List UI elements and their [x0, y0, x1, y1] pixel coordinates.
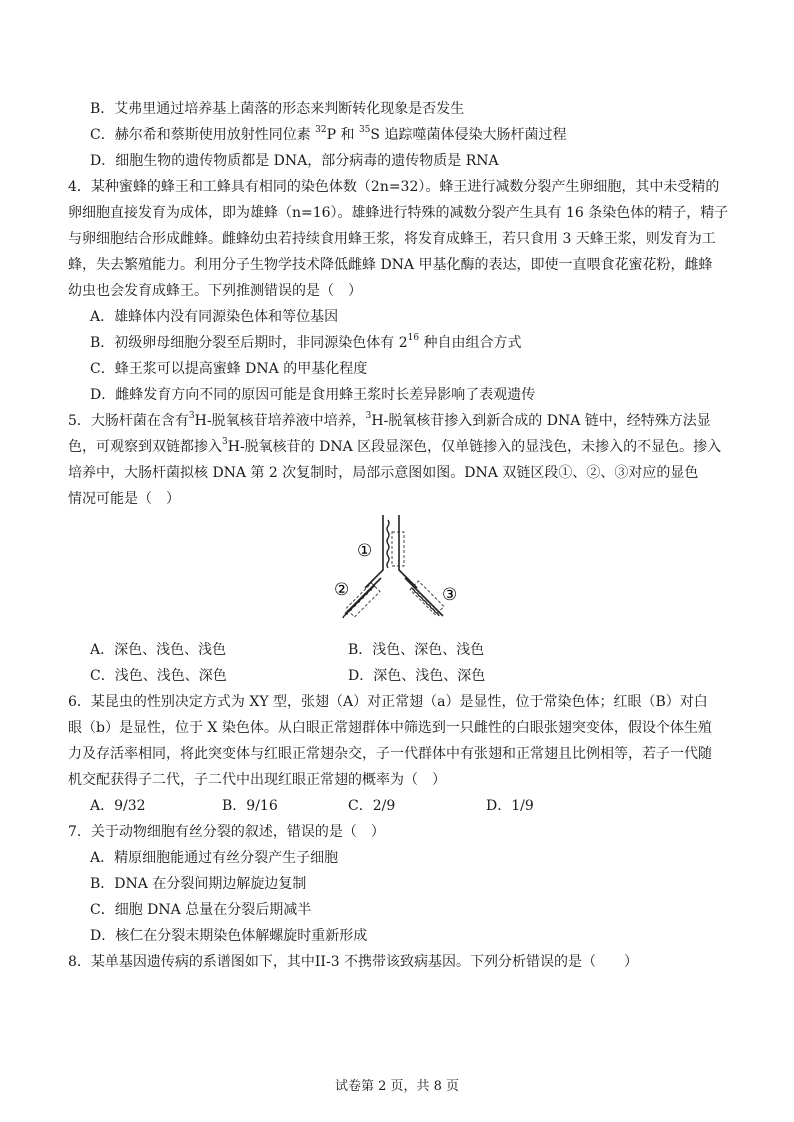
q6-stem-line: 机交配获得子二代，子二代中出现红眼正常翅的概率为（ ） — [68, 772, 446, 788]
q6-stem-line: 力及存活率相同，将此突变体与红眼正常翅杂交，子一代群体中有张翅和正常翅且比例相等，若子一代随 — [68, 746, 712, 762]
replication-fork-svg — [325, 510, 475, 635]
q6-option-c: C．2/9 — [348, 798, 396, 814]
q4-stem-line: 与卵细胞结合形成雌蜂。雌蜂幼虫若持续食用蜂王浆，将发育成蜂王，若只食用 3 天蜂王浆，则发育为工 — [68, 231, 716, 247]
q5-stem-line: 情况可能是（ ） — [68, 491, 180, 507]
label-segment-3: ③ — [442, 585, 458, 605]
label-segment-2: ② — [334, 580, 350, 600]
q4-stem-line: 幼虫也会发育成蜂王。下列推测错误的是（ ） — [68, 283, 362, 299]
q4-option-d: D．雌蜂发育方向不同的原因可能是食用蜂王浆时长差异影响了表观遗传 — [90, 387, 536, 403]
q4-stem-line: 蜂，失去繁殖能力。利用分子生物学技术降低雌蜂 DNA 甲基化酶的表达，即使一直喂食花蜜花粉，雌蜂 — [68, 257, 713, 273]
right-branch-strand — [405, 578, 443, 616]
q4-option-c: C．蜂王浆可以提高蜜蜂 DNA 的甲基化程度 — [90, 361, 368, 377]
replication-fork-diagram — [325, 510, 475, 635]
q6-option-a: A．9/32 — [90, 798, 146, 814]
q6-stem-line: 眼（b）是显性，位于 X 染色体。从白眼正常翅群体中筛选到一只雌性的白眼张翅突变体，假设个体生殖 — [68, 720, 712, 736]
q4-option-a: A．雄蜂体内没有同源染色体和等位基因 — [90, 309, 339, 325]
prev-option-d: D．细胞生物的遗传物质都是 DNA，部分病毒的遗传物质是 RNA — [90, 153, 499, 169]
page-footer: 试卷第 2 页，共 8 页 — [334, 1079, 460, 1094]
right-branch-new-strand — [411, 588, 439, 616]
label-segment-1: ① — [357, 541, 373, 561]
q7-stem: 7．关于动物细胞有丝分裂的叙述，错误的是（ ） — [68, 824, 385, 840]
q6-stem-line: 6．某昆虫的性别决定方式为 XY 型，张翅（A）对正常翅（a）是显性，位于常染色体；红眼（B）对白 — [68, 694, 708, 710]
q7-option-a: A．精原细胞能通过有丝分裂产生子细胞 — [90, 850, 339, 866]
q5-stem-line: 5．大肠杆菌在含有$^3$H-脱氧核苷培养液中培养，$^3$H-脱氧核苷掺入到新合成的 DNA 链中，经特殊方法显 — [68, 411, 711, 429]
q5-option-a: A．深色、浅色、浅色 — [90, 642, 227, 658]
new-strand-top — [387, 520, 389, 568]
q8-stem: 8．某单基因遗传病的系谱图如下，其中II-3 不携带该致病基因。下列分析错误的是（ ） — [68, 954, 639, 970]
q4-stem-line: 卵细胞直接发育为成体，即为雄蜂（n=16）。雄蜂进行特殊的减数分裂产生具有 16 条染色体的精子，精子 — [68, 205, 729, 221]
q7-option-b: B．DNA 在分裂间期边解旋边复制 — [90, 876, 307, 892]
q4-stem-line: 4．某种蜜蜂的蜂王和工蜂具有相同的染色体数（2n=32）。蜂王进行减数分裂产生卵细胞，其中未受精的 — [68, 179, 720, 195]
q5-option-b: B．浅色、深色、浅色 — [348, 642, 485, 658]
q5-option-c: C．浅色、浅色、深色 — [90, 668, 227, 684]
q7-option-c: C．细胞 DNA 总量在分裂后期减半 — [90, 902, 312, 918]
parental-strand-right — [399, 515, 417, 588]
q5-stem-line: 培养中，大肠杆菌拟核 DNA 第 2 次复制时，局部示意图如图。DNA 双链区段①、②、③对应的显色 — [68, 465, 699, 481]
q4-option-b: B．初级卵母细胞分裂至后期时，非同源染色体有 $2^{16}$ 种自由组合方式 — [90, 333, 522, 351]
prev-option-c: C．赫尔希和蔡斯使用放射性同位素 $^{32}$P 和 $^{35}$S 追踪噬菌体侵染大肠杆菌过程 — [90, 125, 567, 143]
q5-stem-line: 色，可观察到双链都掺入$^3$H-脱氧核苷的 DNA 区段显深色，仅单链掺入的显浅色，未掺入的不显色。掺入 — [68, 437, 722, 455]
q7-option-d: D．核仁在分裂末期染色体解螺旋时重新形成 — [90, 928, 368, 944]
segment-2-box — [346, 583, 380, 617]
q6-option-b: B．9/16 — [222, 798, 278, 814]
q6-option-d: D．1/9 — [486, 798, 534, 814]
prev-option-b: B．艾弗里通过培养基上菌落的形态来判断转化现象是否发生 — [90, 101, 465, 117]
q5-option-d: D．深色、浅色、深色 — [348, 668, 486, 684]
segment-1-box — [392, 532, 404, 566]
